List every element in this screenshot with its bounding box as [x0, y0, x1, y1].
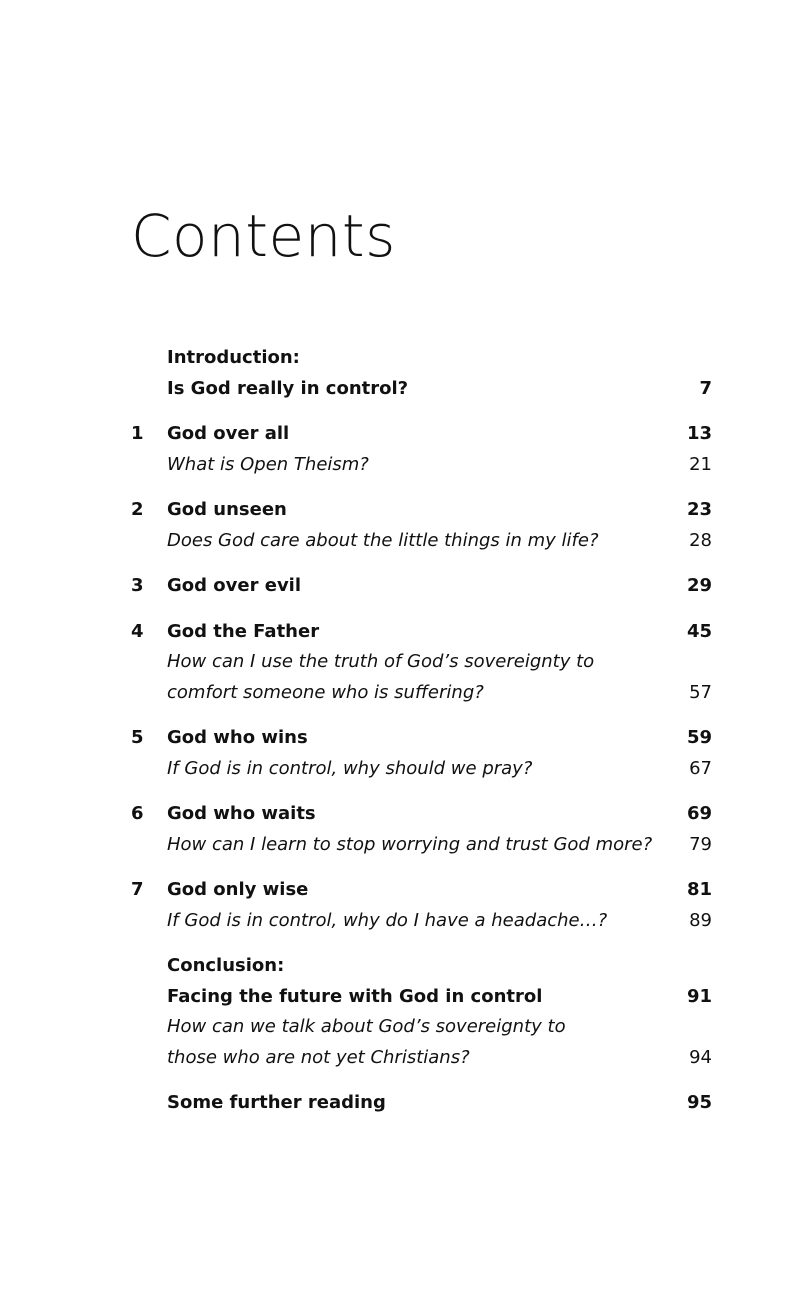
chapter-title: Facing the future with God in control	[167, 985, 543, 1007]
toc-entry	[131, 571, 712, 602]
page-number: 29	[686, 575, 712, 596]
subtopic-question: How can we talk about God’s sovereignty to	[167, 1016, 566, 1037]
page-number: 95	[686, 1092, 712, 1113]
chapter-title: God only wise	[167, 879, 309, 900]
chapter-number: 7	[131, 879, 144, 900]
subtopic-question: What is Open Theism?	[167, 453, 369, 475]
subtopic-question: If God is in control, why should we pray?	[167, 757, 533, 779]
toc-chapter-line	[131, 799, 712, 830]
page-number: 13	[686, 423, 712, 444]
toc-chapter-line	[131, 419, 712, 450]
page-number: 21	[689, 453, 712, 475]
toc-entry	[131, 617, 712, 709]
toc-entry	[131, 343, 712, 404]
page-number: 89	[689, 909, 712, 931]
toc-subtopic-line	[131, 1043, 712, 1074]
chapter-number: 1	[131, 423, 144, 444]
toc-subtopic-line	[131, 906, 712, 937]
toc-entry	[131, 951, 712, 1073]
subtopic-question: Does God care about the little things in my life?	[167, 529, 599, 551]
chapter-number: 4	[131, 620, 144, 642]
toc-subtopic-line	[131, 830, 712, 861]
chapter-title: Introduction:	[167, 347, 300, 368]
toc-chapter-line	[131, 571, 712, 602]
chapter-title: Some further reading	[167, 1092, 386, 1113]
page-number: 45	[686, 620, 712, 642]
chapter-title: Is God really in control?	[167, 377, 409, 399]
table-of-contents	[131, 343, 712, 1134]
subtopic-question: How can I learn to stop worrying and trust God more?	[167, 833, 653, 855]
subtopic-question: comfort someone who is suffering?	[167, 681, 484, 703]
page-number: 57	[689, 681, 712, 703]
page-number: 94	[689, 1046, 712, 1068]
toc-subtopic-line	[131, 678, 712, 709]
chapter-title: God the Father	[167, 620, 320, 642]
toc-chapter-line	[131, 343, 712, 374]
toc-entry	[131, 875, 712, 936]
toc-entry	[131, 419, 712, 480]
chapter-title: God over all	[167, 423, 290, 444]
page-number: 7	[699, 377, 712, 399]
toc-subtopic-line	[131, 1012, 712, 1043]
toc-chapter-line	[131, 374, 712, 405]
chapter-number: 5	[131, 727, 144, 748]
toc-chapter-line	[131, 1088, 712, 1119]
chapter-number: 2	[131, 499, 144, 520]
toc-chapter-line	[131, 495, 712, 526]
toc-chapter-line	[131, 951, 712, 982]
toc-entry	[131, 1088, 712, 1119]
page-number: 81	[686, 879, 712, 900]
chapter-title: God unseen	[167, 499, 287, 520]
page-number: 79	[689, 833, 712, 855]
toc-entry	[131, 723, 712, 784]
page-number: 28	[689, 529, 712, 551]
page-title: Contents	[131, 202, 396, 270]
toc-subtopic-line	[131, 754, 712, 785]
toc-entry	[131, 799, 712, 860]
toc-subtopic-line	[131, 647, 712, 678]
toc-chapter-line	[131, 617, 712, 648]
page-number: 59	[686, 727, 712, 748]
chapter-title: God over evil	[167, 575, 302, 596]
toc-subtopic-line	[131, 450, 712, 481]
chapter-title: God who wins	[167, 727, 308, 748]
toc-chapter-line	[131, 982, 712, 1013]
toc-chapter-line	[131, 723, 712, 754]
page-number: 69	[686, 803, 712, 824]
toc-chapter-line	[131, 875, 712, 906]
chapter-number: 3	[131, 575, 144, 596]
chapter-number: 6	[131, 803, 144, 824]
chapter-title: God who waits	[167, 803, 316, 824]
subtopic-question: those who are not yet Christians?	[167, 1046, 470, 1068]
toc-entry	[131, 495, 712, 556]
page-number: 91	[686, 985, 712, 1007]
page-number: 67	[689, 757, 712, 779]
subtopic-question: If God is in control, why do I have a headache…?	[167, 909, 608, 931]
toc-subtopic-line	[131, 526, 712, 557]
chapter-title: Conclusion:	[167, 955, 285, 976]
page-number: 23	[686, 499, 712, 520]
subtopic-question: How can I use the truth of God’s sovereignty to	[167, 651, 595, 672]
